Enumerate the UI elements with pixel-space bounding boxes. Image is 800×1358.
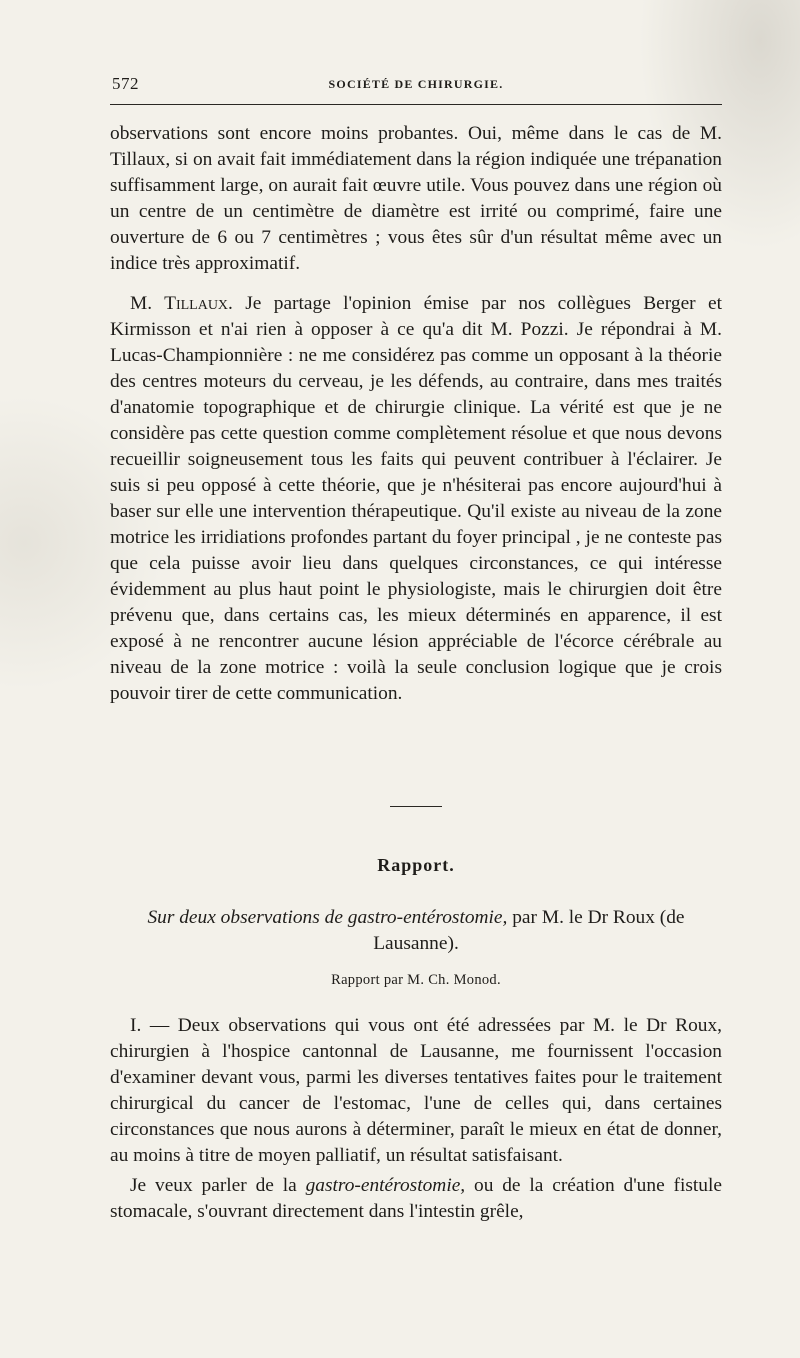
report-title-rest: par M. le Dr Roux (de Lausanne). [373,907,685,954]
main-text-block [110,121,722,707]
speaker-name: M. Tillaux. [130,293,233,314]
paragraph-continuation: observations sont encore moins probantes. Oui, même dans le cas de M. Tillaux, si on avait fait immédiatement dans la région indiquée une trépanation suffisamment large, on aurait fait œuvre utile. Vous pouvez dans une région où un centre de un centimètre de diamètre est irrité ou comprimé, faire une ouverture de 6 ou 7 centimètres ; vous êtes sûr d'un résultat même avec un indice très approximatif. [110,123,722,274]
report-title-italic: Sur deux observations de gastro-entérostomie, [147,907,508,928]
paragraph-gastro-end: ou de la création d'une fistule stomacale, s'ouvrant directement dans l'intestin grêle, [110,1175,722,1222]
running-head [112,74,720,96]
report-title [110,905,722,957]
header-rule [110,104,722,105]
report-text-block [110,1013,722,1225]
page-number: 572 [112,74,139,93]
paragraph-tillaux [110,291,722,707]
paragraph-gastro-start: Je veux parler de la [130,1175,306,1196]
section-divider [390,806,442,807]
report-byline: Rapport par M. Ch. Monod. [331,972,501,988]
running-head-title: SOCIÉTÉ DE CHIRURGIE. [328,77,504,91]
section-title: Rapport. [377,855,455,875]
paragraph-gastro-italic: gastro-entérostomie, [305,1175,466,1196]
paragraph-gastro [110,1173,722,1225]
paragraph-tillaux-text: Je partage l'opinion émise par nos collègues Berger et Kirmisson et n'ai rien à opposer à ce qu'a dit M. Pozzi. Je répondrai à M. Lucas-Championnière : ne me considérez pas comme un opposant à la théorie des centres moteurs du cerveau, je les défends, au contraire, dans mes traités d'anatomie topographique et de chirurgie clinique. La vérité est que je ne considère pas cette question comme complètement résolue et que nous devons recueillir soigneusement tous les faits qui peuvent contribuer à l'éclairer. Je suis si peu opposé à cette théorie, que je n'hésiterai pas encore aujourd'hui à baser sur elle une intervention thérapeutique. Qu'il existe au niveau de la zone motrice les irridiations profondes partant du foyer principal , je ne conteste pas que cela puisse avoir lieu dans quelques circonstances, ce qui intéresse évidemment au plus haut point le physiologiste, mais le chirurgien doit être prévenu que, dans certains cas, les mieux déterminés en apparence, il est exposé à ne rencontrer aucune lésion appréciable de l'écorce cérébrale au niveau de la zone motrice : voilà la seule conclusion logique que je crois pouvoir tirer de cette communication. [110,293,722,704]
paragraph-report-intro: I. — Deux observations qui vous ont été adressées par M. le Dr Roux, chirurgien à l'hospice cantonnal de Lausanne, me fournissent l'occasion d'examiner devant vous, parmi les diverses tentatives faites pour le traitement chirurgical du cancer de l'estomac, l'une de celles qui, dans certaines circonstances que nous aurons à déterminer, paraît le mieux en état de donner, au moins à titre de moyen palliatif, un résultat satisfaisant. [110,1015,722,1166]
